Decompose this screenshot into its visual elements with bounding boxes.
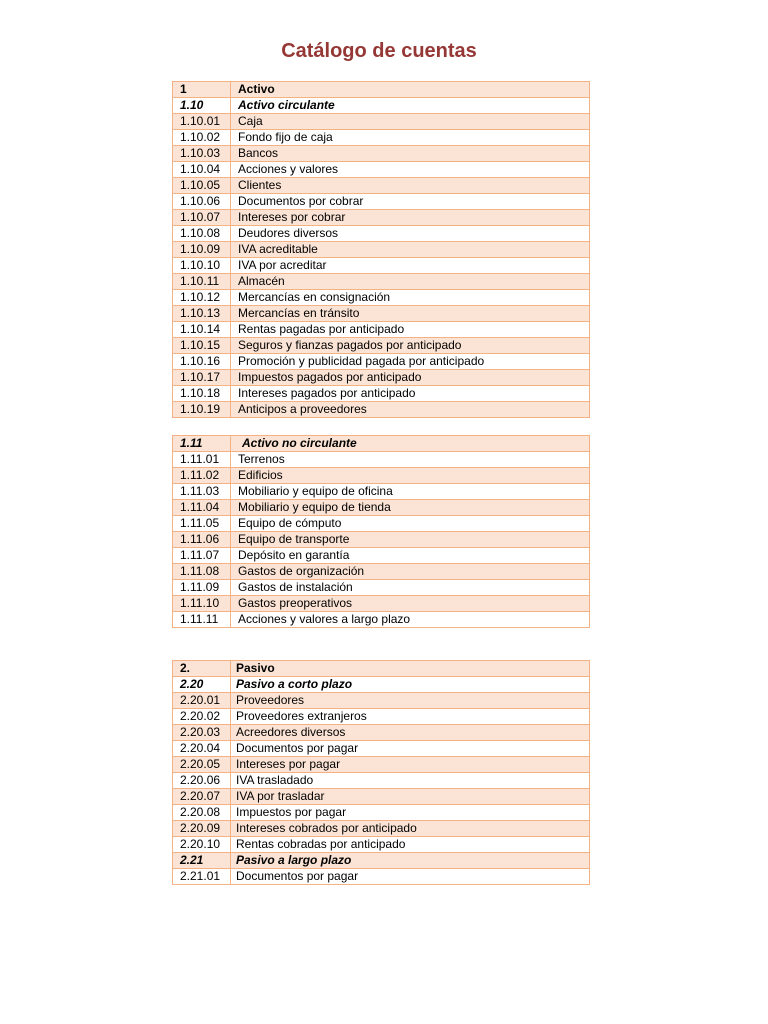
account-code: 1.10.17 [173, 370, 231, 386]
account-name: Activo no circulante [231, 436, 590, 452]
account-name: IVA trasladado [231, 773, 590, 789]
account-code: 2.20.08 [173, 805, 231, 821]
account-code: 1.11.10 [173, 596, 231, 612]
account-row [173, 484, 590, 500]
account-row [173, 146, 590, 162]
account-name: Terrenos [231, 452, 590, 468]
account-name: Gastos preoperativos [231, 596, 590, 612]
account-name: Promoción y publicidad pagada por anticipado [231, 354, 590, 370]
account-name: IVA por trasladar [231, 789, 590, 805]
account-code: 1.10.19 [173, 402, 231, 418]
account-row [173, 194, 590, 210]
account-code: 2. [173, 661, 231, 677]
account-code: 1.11.01 [173, 452, 231, 468]
account-row [173, 789, 590, 805]
account-name: Intereses pagados por anticipado [231, 386, 590, 402]
account-row [173, 580, 590, 596]
account-code: 1.10.10 [173, 258, 231, 274]
account-name: Bancos [231, 146, 590, 162]
account-row [173, 402, 590, 418]
account-name: IVA por acreditar [231, 258, 590, 274]
account-code: 1.10.18 [173, 386, 231, 402]
account-name: Caja [231, 114, 590, 130]
account-row [173, 516, 590, 532]
account-code: 2.20.04 [173, 741, 231, 757]
account-code: 1.10.09 [173, 242, 231, 258]
account-row [173, 548, 590, 564]
account-code: 1.11.11 [173, 612, 231, 628]
account-row [173, 290, 590, 306]
account-name: Proveedores extranjeros [231, 709, 590, 725]
page-title: Catálogo de cuentas [281, 40, 477, 62]
account-name: Mobiliario y equipo de oficina [231, 484, 590, 500]
account-name: Equipo de transporte [231, 532, 590, 548]
account-name: Acciones y valores [231, 162, 590, 178]
account-name: Depósito en garantía [231, 548, 590, 564]
account-name: Gastos de organización [231, 564, 590, 580]
account-name: Documentos por pagar [231, 741, 590, 757]
account-row [173, 242, 590, 258]
account-name: Almacén [231, 274, 590, 290]
account-name: Pasivo a largo plazo [231, 853, 590, 869]
account-code: 2.20.09 [173, 821, 231, 837]
account-code: 1.10.13 [173, 306, 231, 322]
account-row [173, 773, 590, 789]
account-name: Activo circulante [231, 98, 590, 114]
account-name: Activo [231, 82, 590, 98]
account-row [173, 709, 590, 725]
account-code: 1.10.01 [173, 114, 231, 130]
account-row [173, 757, 590, 773]
account-code: 1.10.11 [173, 274, 231, 290]
account-group-row [173, 82, 590, 98]
account-subgroup-row [173, 436, 590, 452]
account-row [173, 386, 590, 402]
account-row [173, 725, 590, 741]
account-name: Impuestos por pagar [231, 805, 590, 821]
accounts-table-activo-no-circulante [172, 435, 590, 628]
account-code: 2.20 [173, 677, 231, 693]
account-name: Intereses por pagar [231, 757, 590, 773]
account-name: Equipo de cómputo [231, 516, 590, 532]
account-code: 1 [173, 82, 231, 98]
account-code: 1.11.07 [173, 548, 231, 564]
account-code: 1.11.03 [173, 484, 231, 500]
account-name: IVA acreditable [231, 242, 590, 258]
account-name: Seguros y fianzas pagados por anticipado [231, 338, 590, 354]
account-code: 1.11.08 [173, 564, 231, 580]
account-name: Pasivo a corto plazo [231, 677, 590, 693]
accounts-table-activo-circulante [172, 81, 590, 418]
account-row [173, 306, 590, 322]
account-code: 1.11.04 [173, 500, 231, 516]
account-name: Rentas pagadas por anticipado [231, 322, 590, 338]
account-code: 1.10.16 [173, 354, 231, 370]
account-row [173, 532, 590, 548]
account-subgroup-row [173, 853, 590, 869]
account-code: 1.10.06 [173, 194, 231, 210]
account-row [173, 162, 590, 178]
account-row [173, 452, 590, 468]
account-name: Gastos de instalación [231, 580, 590, 596]
account-code: 1.11.05 [173, 516, 231, 532]
account-subgroup-row [173, 98, 590, 114]
account-name: Fondo fijo de caja [231, 130, 590, 146]
account-code: 1.10.02 [173, 130, 231, 146]
account-name: Mercancías en consignación [231, 290, 590, 306]
account-row [173, 370, 590, 386]
account-code: 2.20.10 [173, 837, 231, 853]
account-row [173, 322, 590, 338]
account-code: 1.10.14 [173, 322, 231, 338]
account-code: 1.10.15 [173, 338, 231, 354]
account-name: Acciones y valores a largo plazo [231, 612, 590, 628]
account-row [173, 274, 590, 290]
account-name: Pasivo [231, 661, 590, 677]
account-code: 2.20.07 [173, 789, 231, 805]
account-code: 1.10.04 [173, 162, 231, 178]
account-row [173, 226, 590, 242]
account-name: Edificios [231, 468, 590, 484]
account-code: 2.20.02 [173, 709, 231, 725]
account-code: 1.11.06 [173, 532, 231, 548]
account-code: 1.11 [173, 436, 231, 452]
accounts-table-pasivo [172, 660, 590, 885]
account-code: 1.10.05 [173, 178, 231, 194]
account-row [173, 500, 590, 516]
account-name: Impuestos pagados por anticipado [231, 370, 590, 386]
account-row [173, 468, 590, 484]
account-name: Mercancías en tránsito [231, 306, 590, 322]
account-name: Anticipos a proveedores [231, 402, 590, 418]
account-code: 1.10 [173, 98, 231, 114]
account-row [173, 338, 590, 354]
account-code: 1.10.03 [173, 146, 231, 162]
account-code: 2.20.03 [173, 725, 231, 741]
account-code: 1.10.08 [173, 226, 231, 242]
account-row [173, 354, 590, 370]
account-name: Clientes [231, 178, 590, 194]
account-code: 1.11.02 [173, 468, 231, 484]
account-code: 2.20.05 [173, 757, 231, 773]
account-row [173, 869, 590, 885]
account-code: 2.20.06 [173, 773, 231, 789]
account-code: 2.20.01 [173, 693, 231, 709]
account-row [173, 258, 590, 274]
account-name: Documentos por cobrar [231, 194, 590, 210]
account-name: Documentos por pagar [231, 869, 590, 885]
account-row [173, 837, 590, 853]
account-name: Acreedores diversos [231, 725, 590, 741]
account-row [173, 178, 590, 194]
account-row [173, 821, 590, 837]
account-row [173, 564, 590, 580]
account-name: Rentas cobradas por anticipado [231, 837, 590, 853]
account-code: 1.10.07 [173, 210, 231, 226]
account-name: Intereses por cobrar [231, 210, 590, 226]
account-code: 2.21.01 [173, 869, 231, 885]
account-row [173, 130, 590, 146]
account-code: 2.21 [173, 853, 231, 869]
account-name: Proveedores [231, 693, 590, 709]
account-name: Deudores diversos [231, 226, 590, 242]
account-code: 1.11.09 [173, 580, 231, 596]
account-row [173, 596, 590, 612]
account-row [173, 693, 590, 709]
account-row [173, 805, 590, 821]
account-group-row [173, 661, 590, 677]
account-row [173, 612, 590, 628]
account-row [173, 210, 590, 226]
account-subgroup-row [173, 677, 590, 693]
account-row [173, 114, 590, 130]
account-row [173, 741, 590, 757]
account-name: Mobiliario y equipo de tienda [231, 500, 590, 516]
account-name: Intereses cobrados por anticipado [231, 821, 590, 837]
account-code: 1.10.12 [173, 290, 231, 306]
